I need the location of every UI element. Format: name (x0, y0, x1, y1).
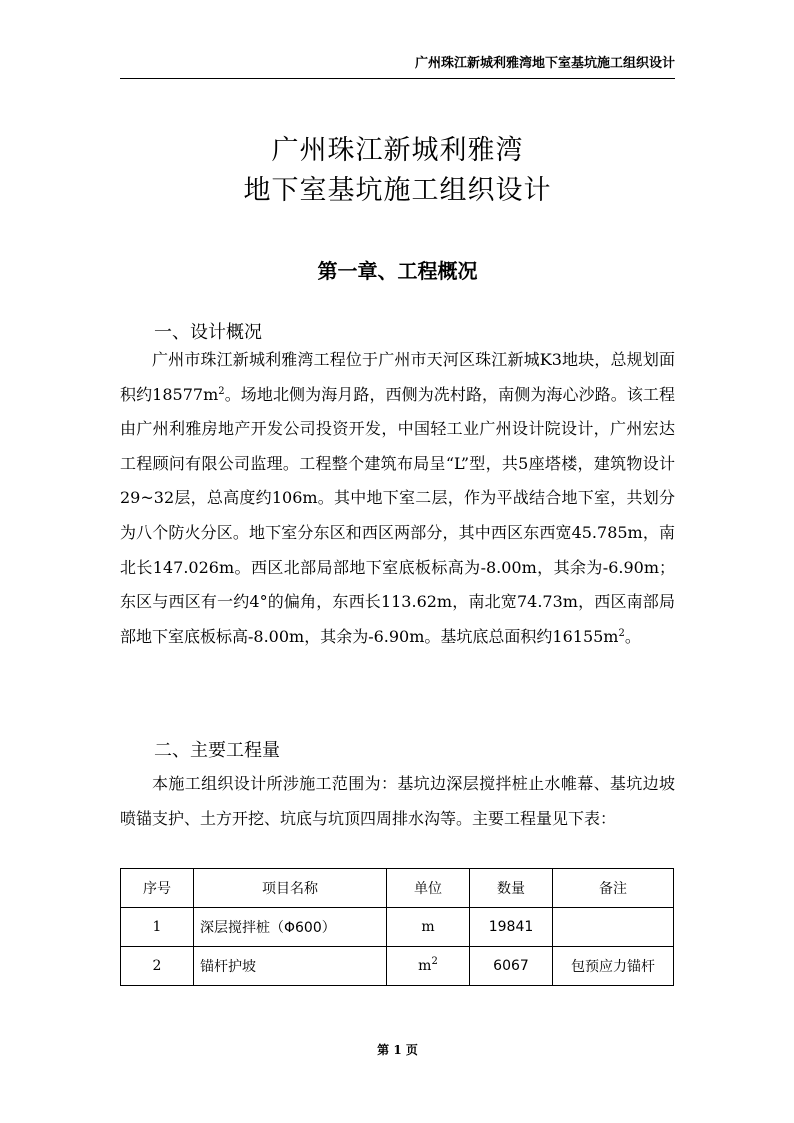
section-heading-quantities: 二、主要工程量 (154, 740, 280, 761)
cell-qty: 6067 (470, 947, 553, 986)
paragraph-text: 。 (624, 626, 641, 646)
cell-unit (387, 908, 470, 947)
cell-qty: 19841 (470, 908, 553, 947)
column-header-no: 序号 (121, 869, 194, 908)
page-number: 第 1 页 (377, 1043, 418, 1057)
superscript: 2 (218, 385, 225, 397)
cell-name: 深层搅拌桩（Φ600） (194, 908, 387, 947)
paragraph-text: 广州市珠江新城利雅湾工程位于广州市天河区珠江新城K3地块，总规划面积约18577m (120, 350, 675, 404)
paragraph-text: 。场地北侧为海月路，西侧为冼村路，南侧为海心沙路。该工程由广州利雅房地产开发公司投资开发，中国轻工业广州设计院设计，广州宏达工程顾问有限公司监理。工程整个建筑布局呈“L”型，共5座塔楼，建筑物设计29~32层，总高度约106m。其中地下室二层，作为平战结合地下室，共划分为八个防火分区。地下室分东区和西区两部分，其中西区东西宽45.785m，南北长147.026m。西区北部局部地下室底板标高为-8.00m，其余为-6.90m；东区与西区有一约4°的偏角，东西长113.62m，南北宽74.73m，西区南部局部地下室底板标高-8.00m，其余为-6.90m。基坑底总面积约16155m (120, 384, 675, 646)
cell-no: 1 (121, 908, 194, 947)
quantities-table (120, 868, 674, 986)
cell-no: 2 (121, 947, 194, 986)
column-header-note: 备注 (553, 869, 674, 908)
cell-note (553, 908, 674, 947)
superscript: 2 (618, 627, 625, 639)
table-header-row (121, 869, 674, 908)
cell-name: 锚杆护坡 (194, 947, 387, 986)
unit-superscript: 2 (431, 956, 438, 967)
table-row (121, 908, 674, 947)
document-title-line-1: 广州珠江新城利雅湾 (271, 135, 524, 166)
running-header: 广州珠江新城利雅湾地下室基坑施工组织设计 (414, 56, 675, 71)
column-header-unit: 单位 (387, 869, 470, 908)
document-title-line-2: 地下室基坑施工组织设计 (243, 175, 552, 206)
column-header-name: 项目名称 (194, 869, 387, 908)
design-overview-paragraph (120, 343, 675, 654)
section-heading-design-overview: 一、设计概况 (154, 322, 262, 343)
unit-text: m (421, 919, 435, 935)
header-rule (120, 78, 675, 79)
chapter-heading: 第一章、工程概况 (317, 259, 478, 283)
table-row (121, 947, 674, 986)
cell-note: 包预应力锚杆 (553, 947, 674, 986)
quantities-paragraph: 本施工组织设计所涉施工范围为：基坑边深层搅拌桩止水帷幕、基坑边坡喷锚支护、土方开挖、坑底与坑顶四周排水沟等。主要工程量见下表： (120, 774, 675, 828)
unit-text: m (418, 958, 432, 974)
cell-unit (387, 947, 470, 986)
column-header-qty: 数量 (470, 869, 553, 908)
